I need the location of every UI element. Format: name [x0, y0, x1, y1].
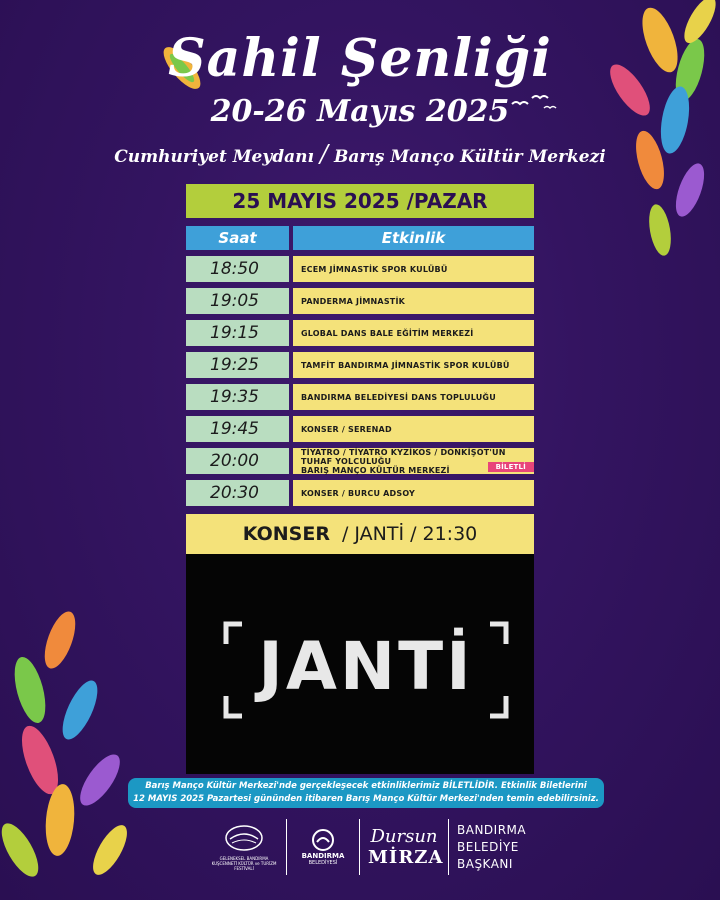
- column-header-time: Saat: [186, 226, 289, 250]
- ticketed-badge: BİLETLİ: [488, 462, 534, 472]
- row-time: 20:30: [186, 480, 289, 506]
- signature-first-name: Dursun: [370, 826, 438, 847]
- mayor-title-line2: BELEDİYE: [457, 839, 519, 854]
- row-event-line2: BARIŞ MANÇO KÜLTÜR MERKEZİ: [301, 465, 450, 475]
- ticket-info-banner: [128, 778, 604, 808]
- row-event: [293, 256, 534, 282]
- row-event-line1: TAMFİT BANDIRMA JİMNASTİK SPOR KULÜBÜ: [301, 360, 510, 370]
- row-event-line1: TİYATRO / TİYATRO KYZİKOS / DONKİŞOT'UN TUHAF YOLCULUĞU: [301, 447, 506, 466]
- row-event: [293, 384, 534, 410]
- schedule-row: [186, 352, 534, 378]
- schedule-row: [186, 480, 534, 506]
- row-event: [293, 448, 534, 474]
- festival-logo: [210, 823, 278, 871]
- footer-divider: [448, 819, 449, 875]
- footer-divider: [286, 819, 287, 875]
- headliner-separator: /: [341, 523, 349, 545]
- schedule-row: [186, 320, 534, 346]
- row-time: 20:00: [186, 448, 289, 474]
- mayor-title-line3: BAŞKANI: [457, 856, 513, 871]
- schedule-row: [186, 416, 534, 442]
- row-time: 19:15: [186, 320, 289, 346]
- footer-divider: [359, 819, 360, 875]
- ticket-info-line1: Barış Manço Kültür Merkezi'nde gerçekleşecek etkinliklerimiz BİLETLİDİR. Etkinlik Biletlerini: [145, 781, 587, 791]
- venue-separator: /: [319, 140, 329, 168]
- row-time: 19:35: [186, 384, 289, 410]
- festival-caption: GELENEKSEL BANDIRMA KUŞCENNETİ KÜLTÜR ve TURİZM FESTİVALİ: [211, 856, 277, 871]
- headliner-type: KONSER: [242, 523, 330, 545]
- headliner-artist: JANTİ: [354, 523, 405, 545]
- schedule-row: [186, 448, 534, 474]
- row-event-line1: BANDIRMA BELEDİYESİ DANS TOPLULUĞU: [301, 392, 496, 402]
- event-venue: [0, 140, 720, 168]
- birds-icon: [510, 90, 560, 112]
- row-event: [293, 480, 534, 506]
- row-event-line1: KONSER / SERENAD: [301, 424, 392, 434]
- band-logo-text: JANTİ: [258, 628, 474, 705]
- venue-square: Cumhuriyet Meydanı: [114, 147, 314, 167]
- headliner-bar: [186, 514, 534, 554]
- feather-decoration-bottom-left: [0, 600, 150, 900]
- footer-logos: [210, 812, 526, 882]
- row-time: 19:05: [186, 288, 289, 314]
- column-header-event: Etkinlik: [293, 226, 534, 250]
- row-event-line1: GLOBAL DANS BALE EĞİTİM MERKEZİ: [301, 328, 474, 338]
- schedule-row: [186, 288, 534, 314]
- headliner-separator: /: [410, 523, 417, 545]
- row-time: 19:45: [186, 416, 289, 442]
- row-time: 18:50: [186, 256, 289, 282]
- row-event-line1: ECEM JİMNASTİK SPOR KULÜBÜ: [301, 264, 448, 274]
- row-event: [293, 288, 534, 314]
- signature-last-name: MİRZA: [368, 847, 444, 868]
- mayor-title-line1: BANDIRMA: [457, 822, 527, 837]
- municipality-emblem-icon: [309, 828, 337, 852]
- municipality-sub: BELEDİYESİ: [308, 860, 338, 866]
- event-dates: 20-26 Mayıs 2025: [210, 94, 510, 129]
- bird-emblem-icon: [224, 823, 264, 853]
- ticket-info-line2: 12 MAYIS 2025 Pazartesi gününden itibaren Barış Manço Kültür Merkezi'nden temin edebilirsiniz.: [133, 794, 599, 804]
- row-event-line1: KONSER / BURCU ADSOY: [301, 488, 416, 498]
- schedule-column-headers: [186, 226, 534, 250]
- row-event: [293, 416, 534, 442]
- row-event: [293, 352, 534, 378]
- row-time: 19:25: [186, 352, 289, 378]
- schedule-row: [186, 256, 534, 282]
- mayor-signature: [368, 826, 444, 868]
- mayor-title: [457, 822, 526, 873]
- headliner-time: 21:30: [422, 523, 478, 545]
- municipality-logo: [295, 828, 351, 866]
- row-event: [293, 320, 534, 346]
- day-header: 25 MAYIS 2025 /PAZAR: [186, 184, 534, 218]
- venue-culture-center: Barış Manço Kültür Merkezi: [334, 147, 606, 167]
- municipality-name: BANDIRMA: [301, 852, 345, 860]
- schedule-row: [186, 384, 534, 410]
- row-event-line1: PANDERMA JİMNASTİK: [301, 296, 406, 306]
- event-title: Sahil Şenliği: [168, 28, 552, 89]
